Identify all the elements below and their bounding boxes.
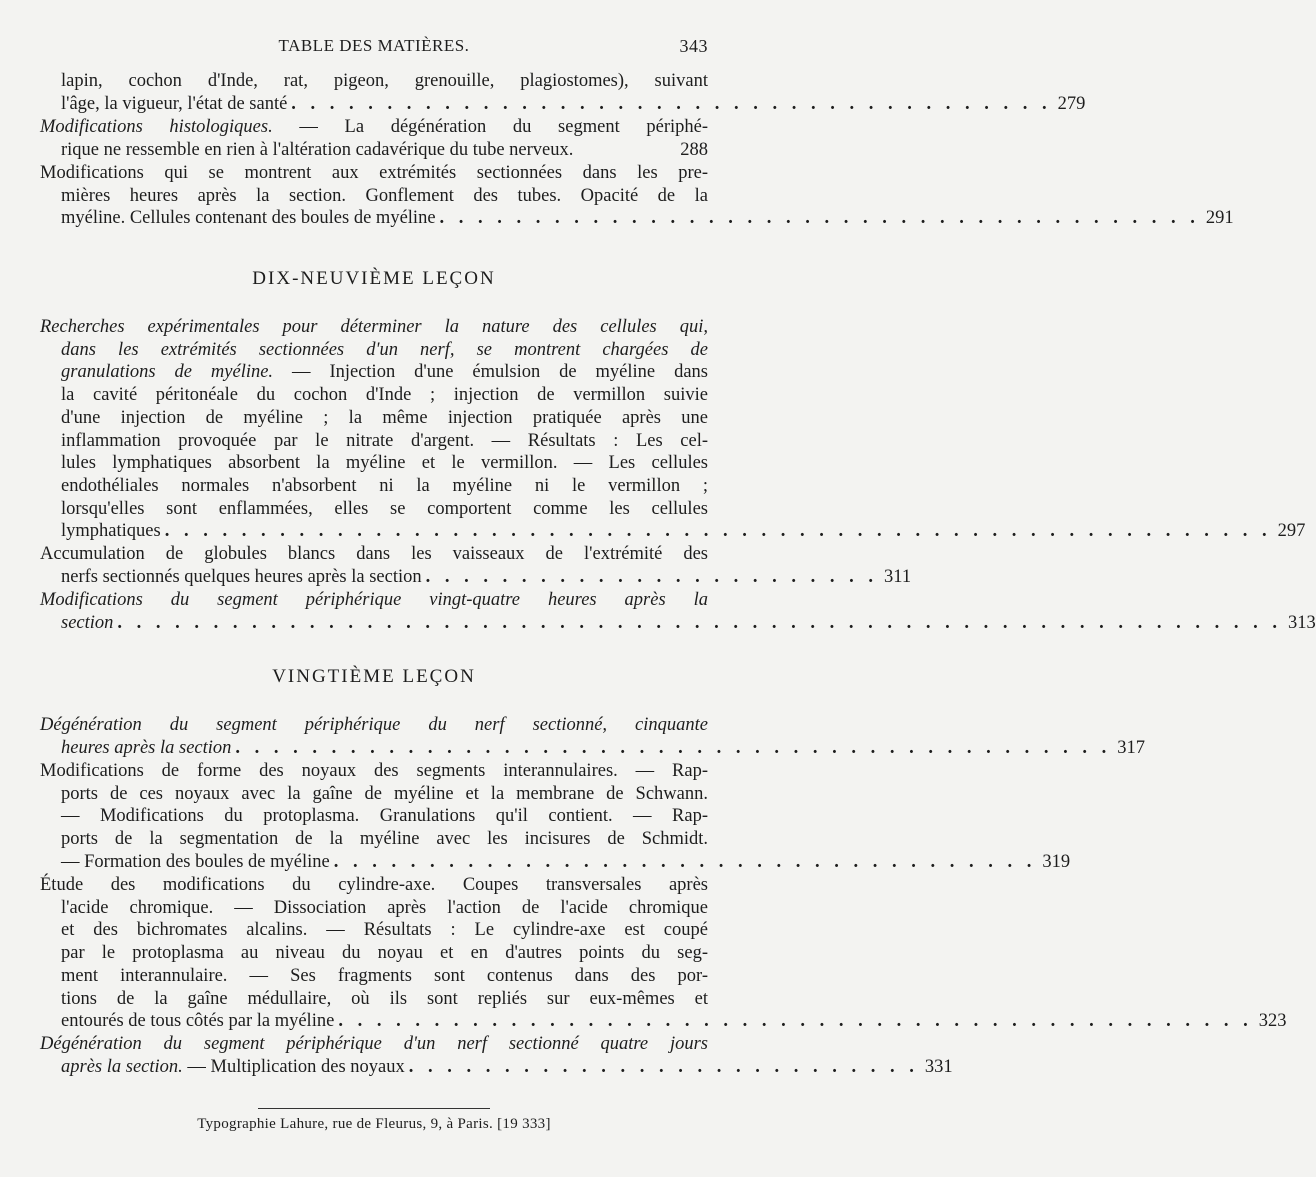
toc-line: Étude des modifications du cylindre-axe. Coupes transversales après [40,875,708,895]
header-title: TABLE DES MATIÈRES. [278,36,470,55]
toc-line: Modifications histologiques. — La dégénération du segment périphé- [40,117,708,137]
leader-dots: . . . . . . . . . . . . . . . . . . . . . . . . [425,566,878,587]
toc-page: 317 [1117,737,1146,758]
toc-entry [40,589,1316,634]
toc-entry [40,760,1071,874]
toc-entry [40,316,1306,543]
toc-line: lorsqu'elles sont enflammées, elles se comportent comme les cellules [61,498,708,519]
leader-dots: . . . . . . . . . . . . . . . . . . . . . . . . . . . . . . . . . . . . . . . . . . . . . . . . . . . . . . . . . . [164,521,1272,542]
toc-entry [40,162,1234,230]
toc-page: 288 [680,139,708,160]
toc-line: nerfs sectionnés quelques heures après la section . . . . . . . . . . . . . . . . . . . . . . . . 311 [61,566,912,587]
toc-line: heures après la section . . . . . . . . . . . . . . . . . . . . . . . . . . . . . . . . . . . . . . . . . . . . . . 317 [61,737,1146,758]
leader-dots: . . . . . . . . . . . . . . . . . . . . . . . . . . . . . . . . . . . . . . . . [439,208,1200,229]
toc-line: rique ne ressemble en rien à l'altération cadavérique du tube nerveux. 288 [61,139,708,160]
toc-page: 313 [1288,612,1316,633]
toc-entry [40,1033,953,1078]
toc-line: la cavité péritonéale du cochon d'Inde ; injection de vermillon suivie [61,385,708,406]
toc-line: myéline. Cellules contenant des boules de myéline . . . . . . . . . . . . . . . . . . . . . . . . . . . . . . . . . . . . . . . . 291 [61,208,1234,229]
toc-line: ment interannulaire. — Ses fragments sont contenus dans des por- [61,965,708,986]
toc-page: 311 [884,566,912,587]
toc-line: tions de la gaîne médullaire, où ils sont repliés sur eux-mêmes et [61,988,708,1009]
toc-line: l'âge, la vigueur, l'état de santé . . . . . . . . . . . . . . . . . . . . . . . . . . . . . . . . . . . . . . . . 279 [61,93,1086,114]
toc-entry [40,116,708,161]
footer-rule [258,1108,490,1109]
leader-dots: . . . . . . . . . . . . . . . . . . . . . . . . . . . . . . . . . . . . . [333,851,1037,872]
toc-line: — Modifications du protoplasma. Granulations qu'il contient. — Rap- [61,806,708,827]
toc-line: Dégénération du segment périphérique du nerf sectionné, cinquante [40,715,708,735]
leader-dots: . . . . . . . . . . . . . . . . . . . . . . . . . . . [408,1056,919,1077]
leader-dots: . . . . . . . . . . . . . . . . . . . . . . . . . . . . . . . . . . . . . . . . [291,93,1052,114]
header-page-number: 343 [679,36,708,56]
toc-line: Accumulation de globules blancs dans les vaisseaux de l'extrémité des [40,544,708,564]
toc-entry [40,70,1086,115]
toc-line: ports de la segmentation de la myéline avec les incisures de Schmidt. [61,829,708,850]
toc-line: Modifications de forme des noyaux des segments interannulaires. — Rap- [40,761,708,781]
leader-dots: . . . . . . . . . . . . . . . . . . . . . . . . . . . . . . . . . . . . . . . . . . . . . . [235,737,1112,758]
toc-line: granulations de myéline. — Injection d'une émulsion de myéline dans [61,362,708,383]
toc-entry [40,543,912,588]
toc-line: endothéliales normales n'absorbent ni la myéline ni le vermillon ; [61,475,708,496]
toc-line: d'une injection de myéline ; la même injection pratiquée après une [61,407,708,428]
toc-line: par le protoplasma au niveau du noyau et en d'autres points du seg- [61,943,708,964]
toc-line: entourés de tous côtés par la myéline . . . . . . . . . . . . . . . . . . . . . . . . . . . . . . . . . . . . . . . . . . . . . . . . 323 [61,1011,1287,1032]
toc-line: et des bichromates alcalins. — Résultats : Le cylindre-axe est coupé [61,920,708,941]
toc-line: Recherches expérimentales pour déterminer la nature des cellules qui, [40,317,708,337]
toc-line: Modifications du segment périphérique vingt-quatre heures après la [40,590,708,610]
toc-line: inflammation provoquée par le nitrate d'argent. — Résultats : Les cel- [61,430,708,451]
toc-line: lules lymphatiques absorbent la myéline et le vermillon. — Les cellules [61,453,708,474]
printer-imprint: Typographie Lahure, rue de Fleurus, 9, à Paris. [19 333] [197,1116,551,1132]
leader-dots: . . . . . . . . . . . . . . . . . . . . . . . . . . . . . . . . . . . . . . . . . . . . . . . . . . . . . . . . . . . . . [117,612,1283,633]
toc-entry [40,874,1287,1033]
toc-page: 323 [1258,1011,1287,1032]
toc-page: 331 [924,1056,953,1077]
toc-line: lapin, cochon d'Inde, rat, pigeon, grenouille, plagiostomes), suivant [61,71,708,91]
leader-dots [573,139,674,162]
toc-entry [40,714,1146,759]
toc-line: ports de ces noyaux avec la gaîne de myéline et la membrane de Schwann. [61,783,708,804]
leader-dots: . . . . . . . . . . . . . . . . . . . . . . . . . . . . . . . . . . . . . . . . . . . . . . . . [338,1011,1253,1032]
toc-line: Dégénération du segment périphérique d'un nerf sectionné quatre jours [40,1034,708,1054]
lesson-title: DIX-NEUVIÈME LEÇON [252,268,496,289]
toc-line: l'acide chromique. — Dissociation après l'action de l'acide chromique [61,897,708,918]
toc-line: section . . . . . . . . . . . . . . . . . . . . . . . . . . . . . . . . . . . . . . . . . . . . . . . . . . . . . . . . . . . . . 313 [61,612,1316,633]
toc-line: mières heures après la section. Gonflement des tubes. Opacité de la [61,185,708,206]
toc-page: 319 [1042,851,1071,872]
toc-page: 297 [1277,521,1306,542]
toc-line: dans les extrémités sectionnées d'un nerf, se montrent chargées de [61,339,708,360]
toc-line: après la section. — Multiplication des noyaux . . . . . . . . . . . . . . . . . . . . . . . . . . . 331 [61,1056,953,1077]
toc-page: 291 [1205,208,1234,229]
toc-line: lymphatiques . . . . . . . . . . . . . . . . . . . . . . . . . . . . . . . . . . . . . . . . . . . . . . . . . . . . . . . . . . 297 [61,521,1306,542]
toc-page: 279 [1057,93,1086,114]
toc-line: — Formation des boules de myéline . . . . . . . . . . . . . . . . . . . . . . . . . . . . . . . . . . . . . 319 [61,851,1071,872]
lesson-title: VINGTIÈME LEÇON [272,666,476,687]
running-header [40,36,708,62]
toc-line: Modifications qui se montrent aux extrémités sectionnées dans les pre- [40,163,708,183]
